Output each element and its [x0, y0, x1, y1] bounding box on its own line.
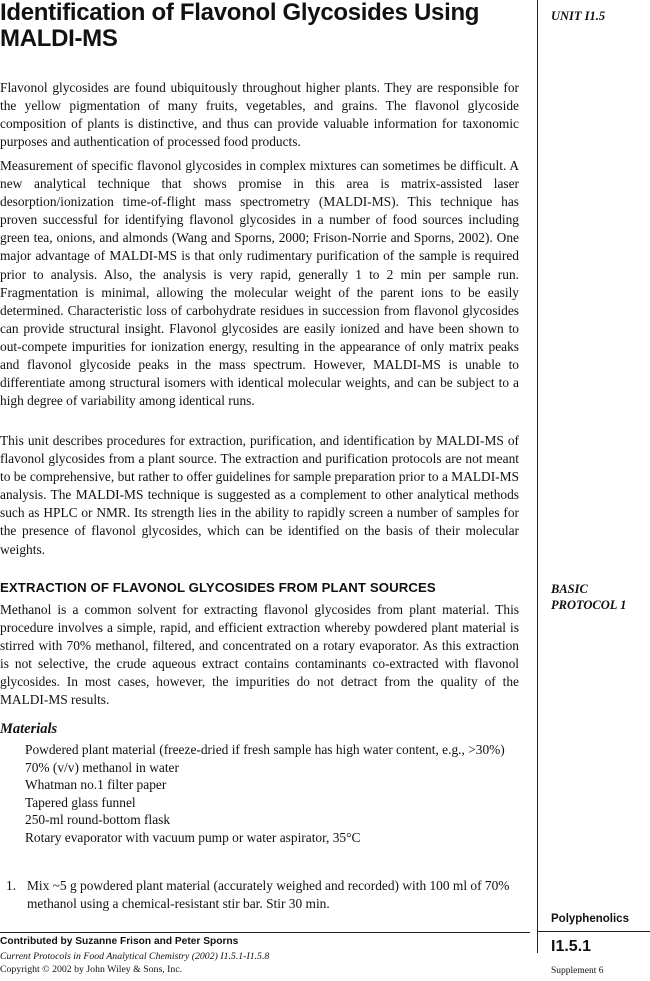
materials-item: Tapered glass funnel [25, 794, 136, 810]
category-label: Polyphenolics [551, 913, 629, 925]
protocol-label [551, 581, 646, 613]
materials-item: Whatman no.1 filter paper [25, 777, 167, 793]
contributors-line: Contributed by Suzanne Frison and Peter Sporns [0, 936, 239, 947]
article-title: Identification of Flavonol Glycosides Using MALDI-MS [0, 0, 480, 52]
protocol-label-line2: PROTOCOL 1 [551, 598, 627, 612]
materials-item: 250-ml round-bottom flask [25, 812, 171, 828]
materials-list [25, 741, 525, 847]
footer-divider [0, 932, 530, 933]
step-number: 1. [6, 878, 17, 893]
intro-paragraph-3: This unit describes procedures for extraction, purification, and identification by MALDI-MS of flavonol glycosides from a plant source. The extraction and purification protocols are not meant to be comprehensive, but rather to offer guidelines for sample preparation prior to a MALDI-MS analysis. The MALDI-MS technique is suggested as a complement to other analytical methods such as HPLC or NMR. Its strength lies in the ability to rapidly screen a number of samples for the presence of flavonol glycosides, which can be identified on the basis of their molecular weights. [0, 433, 519, 557]
materials-item: Powdered plant material (freeze-dried if fresh sample has high water content, e.g., >30%) [25, 742, 505, 757]
journal-citation: Current Protocols in Food Analytical Chemistry (2002) I1.5.1-I1.5.8 [0, 951, 270, 962]
materials-item: 70% (v/v) methanol in water [25, 759, 179, 775]
step-text: Mix ~5 g powdered plant material (accurately weighed and recorded) with 100 ml of 70% methanol using a chemical-resistant stir bar. Stir 30 min. [27, 878, 510, 911]
copyright-line: Copyright © 2002 by John Wiley & Sons, Inc. [0, 964, 183, 975]
supplement-label: Supplement 6 [551, 966, 604, 976]
intro-paragraph-2: Measurement of specific flavonol glycosides in complex mixtures can sometimes be difficult. A new analytical technique that shows promise in this area is matrix-assisted laser desorption/ionization time-of-flight mass spectrometry (MALDI-MS). This technique has proven successful for identifying flavonol glycosides in a number of food sources including green tea, onions, and almonds (Wang and Sporns, 2000; Frison-Norrie and Sporns, 2002). One major advantage of MALDI-MS is that only rudimentary purification of the sample is required prior to analysis. Also, the analysis is very rapid, generally 1 to 2 min per sample run. Fragmentation is minimal, allowing the molecular weight of the parent ions to be easily determined. Characteristic loss of carbohydrate residues in succession from flavonol glycosides can provide structural insight. Flavonol glycosides are easily ionized and have been shown to out-compete impurities for ionization energy, resulting in the appearance of only matrix peaks and flavonol glycoside peaks in the mass spectrum. However, MALDI-MS is unable to differentiate among structural isomers with identical molecular weights, and can be subject to a high degree of variability among identical runs. [0, 158, 519, 409]
materials-item: Rotary evaporator with vacuum pump or water aspirator, 35°C [25, 829, 361, 845]
page-number: I1.5.1 [551, 938, 592, 955]
section-body: Methanol is a common solvent for extracting flavonol glycosides from plant material. This procedure involves a simple, rapid, and efficient extraction whereby powdered plant material is stirred with 70% methanol, filtered, and concentrated on a rotary evaporator. As this extraction is not selective, the crude aqueous extract contains contaminants co-extracted with flavonol glycosides. In most cases, however, the impurities do not detract from the quality of the MALDI-MS results. [0, 602, 519, 708]
intro-paragraph-1: Flavonol glycosides are found ubiquitously throughout higher plants. They are responsible for the yellow pigmentation of many fruits, vegetables, and grains. The flavonol glycoside composition of plants is distinctive, and thus can provide valuable information for taxonomic purposes and authentication of processed food products. [0, 80, 519, 150]
section-heading: EXTRACTION OF FLAVONOL GLYCOSIDES FROM PLANT SOURCES [0, 580, 436, 595]
materials-heading: Materials [0, 721, 58, 737]
unit-label: UNIT I1.5 [551, 9, 606, 23]
protocol-label-line1: BASIC [551, 582, 588, 596]
column-divider [537, 0, 538, 953]
side-footer-divider [537, 931, 650, 932]
